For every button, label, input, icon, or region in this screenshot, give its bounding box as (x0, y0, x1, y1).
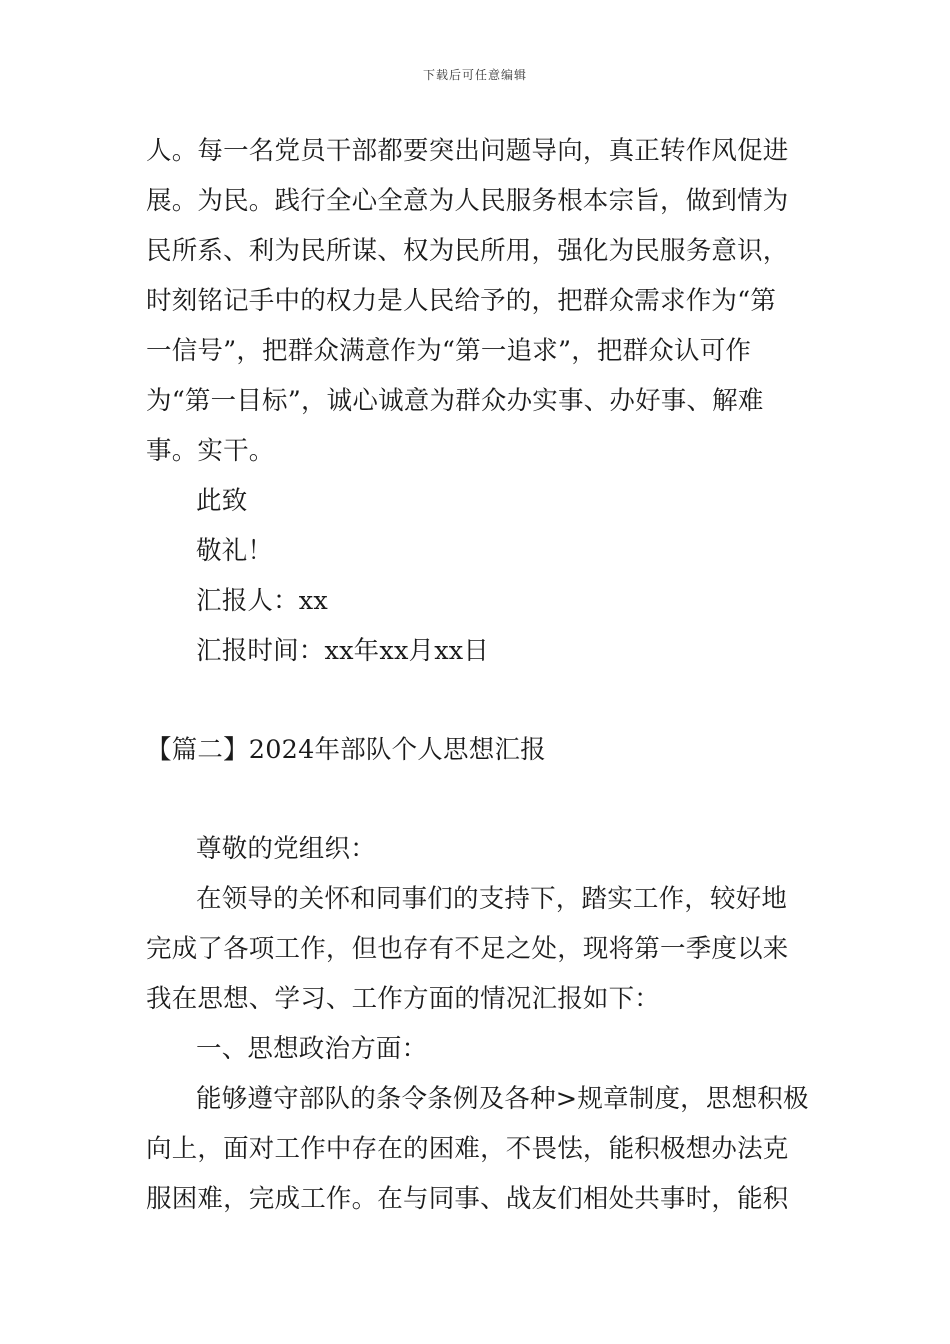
paragraph-line: 我在思想、学习、工作方面的情况汇报如下： (146, 984, 661, 1014)
paragraph-line: 民所系、利为民所谋、权为民所用，强化为民服务意识， (146, 236, 789, 266)
paragraph-line: 向上，面对工作中存在的困难，不畏怯，能积极想办法克 (146, 1134, 789, 1164)
paragraph-line: 服困难，完成工作。在与同事、战友们相处共事时，能积 (146, 1184, 789, 1214)
page-header: 下载后可任意编辑 (422, 68, 527, 82)
paragraph-line: 一信号”，把群众满意作为“第一追求”，把群众认可作 (146, 336, 752, 366)
paragraph-line: 为“第一目标”，诚心诚意为群众办实事、办好事、解难 (146, 386, 764, 416)
paragraph-line: 人。每一名党员干部都要突出问题导向，真正转作风促进 (146, 136, 789, 166)
paragraph-line: 能够遵守部队的条令条例及各种>规章制度，思想积极 (196, 1084, 809, 1114)
reporter-line: 汇报人：xx (196, 586, 328, 616)
paragraph-line: 时刻铭记手中的权力是人民给予的，把群众需求作为“第 (146, 286, 777, 316)
paragraph-line: 在领导的关怀和同事们的支持下，踏实工作，较好地 (196, 884, 788, 914)
paragraph-line: 展。为民。践行全心全意为人民服务根本宗旨，做到情为 (146, 186, 789, 216)
section-title: 【篇二】2024年部队个人思想汇报 (146, 735, 546, 765)
greeting: 尊敬的党组织： (196, 834, 376, 864)
closing-salutation: 此致 (196, 486, 248, 516)
paragraph-line: 完成了各项工作，但也存有不足之处，现将第一季度以来 (146, 934, 789, 964)
report-time-line: 汇报时间：xx年xx月xx日 (196, 636, 490, 666)
closing-respect: 敬礼！ (196, 536, 274, 566)
subheading: 一、思想政治方面： (196, 1034, 428, 1064)
paragraph-line: 事。实干。 (146, 436, 275, 466)
